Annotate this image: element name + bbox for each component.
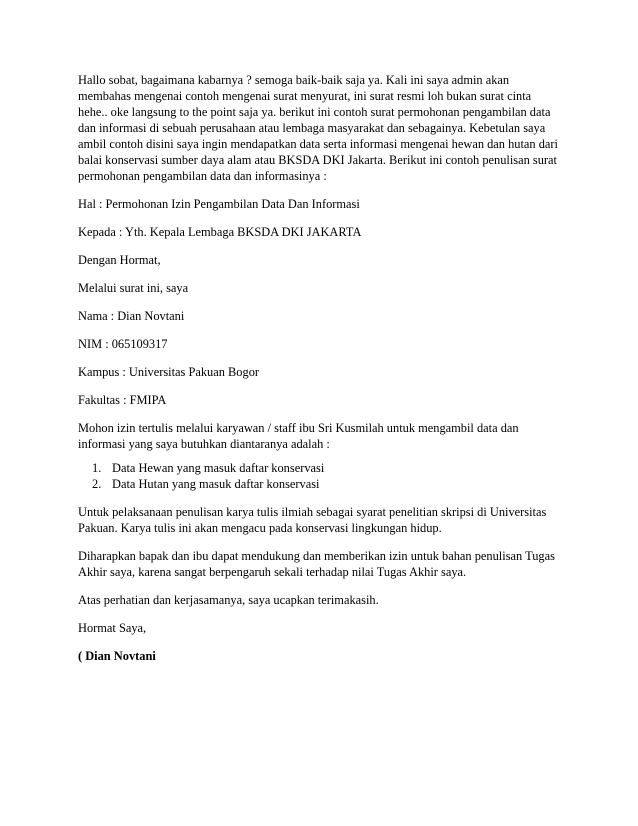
subject-line: Hal : Permohonan Izin Pengambilan Data Dan Informasi xyxy=(78,197,360,211)
purpose-paragraph xyxy=(78,504,578,536)
intro-line: Hallo sobat, bagaimana kabarnya ? semoga baik-baik saja ya. Kali ini saya admin akan xyxy=(78,73,510,87)
request-line: Mohon izin tertulis melalui karyawan / staff ibu Sri Kusmilah untuk mengambil data dan xyxy=(78,421,519,435)
intro-paragraph xyxy=(78,72,578,184)
list-item xyxy=(78,460,578,476)
signature-name: ( Dian Novtani xyxy=(78,649,156,663)
request-paragraph xyxy=(78,420,578,452)
thanks-line: Atas perhatian dan kerjasamanya, saya ucapkan terimakasih. xyxy=(78,593,379,607)
hope-line: Akhir saya, karena sangat berpengaruh sekali terhadap nilai Tugas Akhir saya. xyxy=(78,565,467,579)
purpose-line: Untuk pelaksanaan penulisan karya tulis ilmiah sebagai syarat penelitian skripsi di Universitas xyxy=(78,505,547,519)
name-field: Nama : Dian Novtani xyxy=(78,309,185,323)
list-item-number: 1. xyxy=(92,461,102,475)
nim-field: NIM : 065109317 xyxy=(78,337,168,351)
intro-line: ambil contoh disini saya ingin mendapatkan data serta informasi mengenai hewan dan hutan dari xyxy=(78,137,558,151)
recipient-line: Kepada : Yth. Kepala Lembaga BKSDA DKI JAKARTA xyxy=(78,225,362,239)
list-item-text: Data Hutan yang masuk daftar konservasi xyxy=(112,477,320,491)
greeting-line: Dengan Hormat, xyxy=(78,253,161,267)
list-item xyxy=(78,476,578,492)
faculty-field: Fakultas : FMIPA xyxy=(78,393,167,407)
intro-line: membahas mengenai contoh mengenai surat menyurat, ini surat resmi loh bukan surat cinta xyxy=(78,89,532,103)
purpose-line: Pakuan. Karya tulis ini akan mengacu pada konservasi lingkungan hidup. xyxy=(78,521,442,535)
closing-line: Hormat Saya, xyxy=(78,621,147,635)
campus-field: Kampus : Universitas Pakuan Bogor xyxy=(78,365,260,379)
hope-line: Diharapkan bapak dan ibu dapat mendukung dan memberikan izin untuk bahan penulisan Tugas xyxy=(78,549,555,563)
intro-line: permohonan pengambilan data dan informasinya : xyxy=(78,169,327,183)
list-item-number: 2. xyxy=(92,477,102,491)
requested-data-list xyxy=(78,460,578,492)
intro-line: hehe.. oke langsung to the point saja ya. berikut ini contoh surat permohonan pengambilan data xyxy=(78,105,551,119)
intro-line: balai konservasi sumber daya alam atau BKSDA DKI Jakarta. Berikut ini contoh penulisan surat xyxy=(78,153,557,167)
intro-line: dan informasi di sebuah perusahaan atau lembaga masyarakat dan sebagainya. Kebetulan saya xyxy=(78,121,546,135)
request-line: informasi yang saya butuhkan diantaranya adalah : xyxy=(78,437,330,451)
hope-paragraph xyxy=(78,548,578,580)
list-item-text: Data Hewan yang masuk daftar konservasi xyxy=(112,461,325,475)
letter-document xyxy=(78,72,578,676)
through-letter-line: Melalui surat ini, saya xyxy=(78,281,189,295)
